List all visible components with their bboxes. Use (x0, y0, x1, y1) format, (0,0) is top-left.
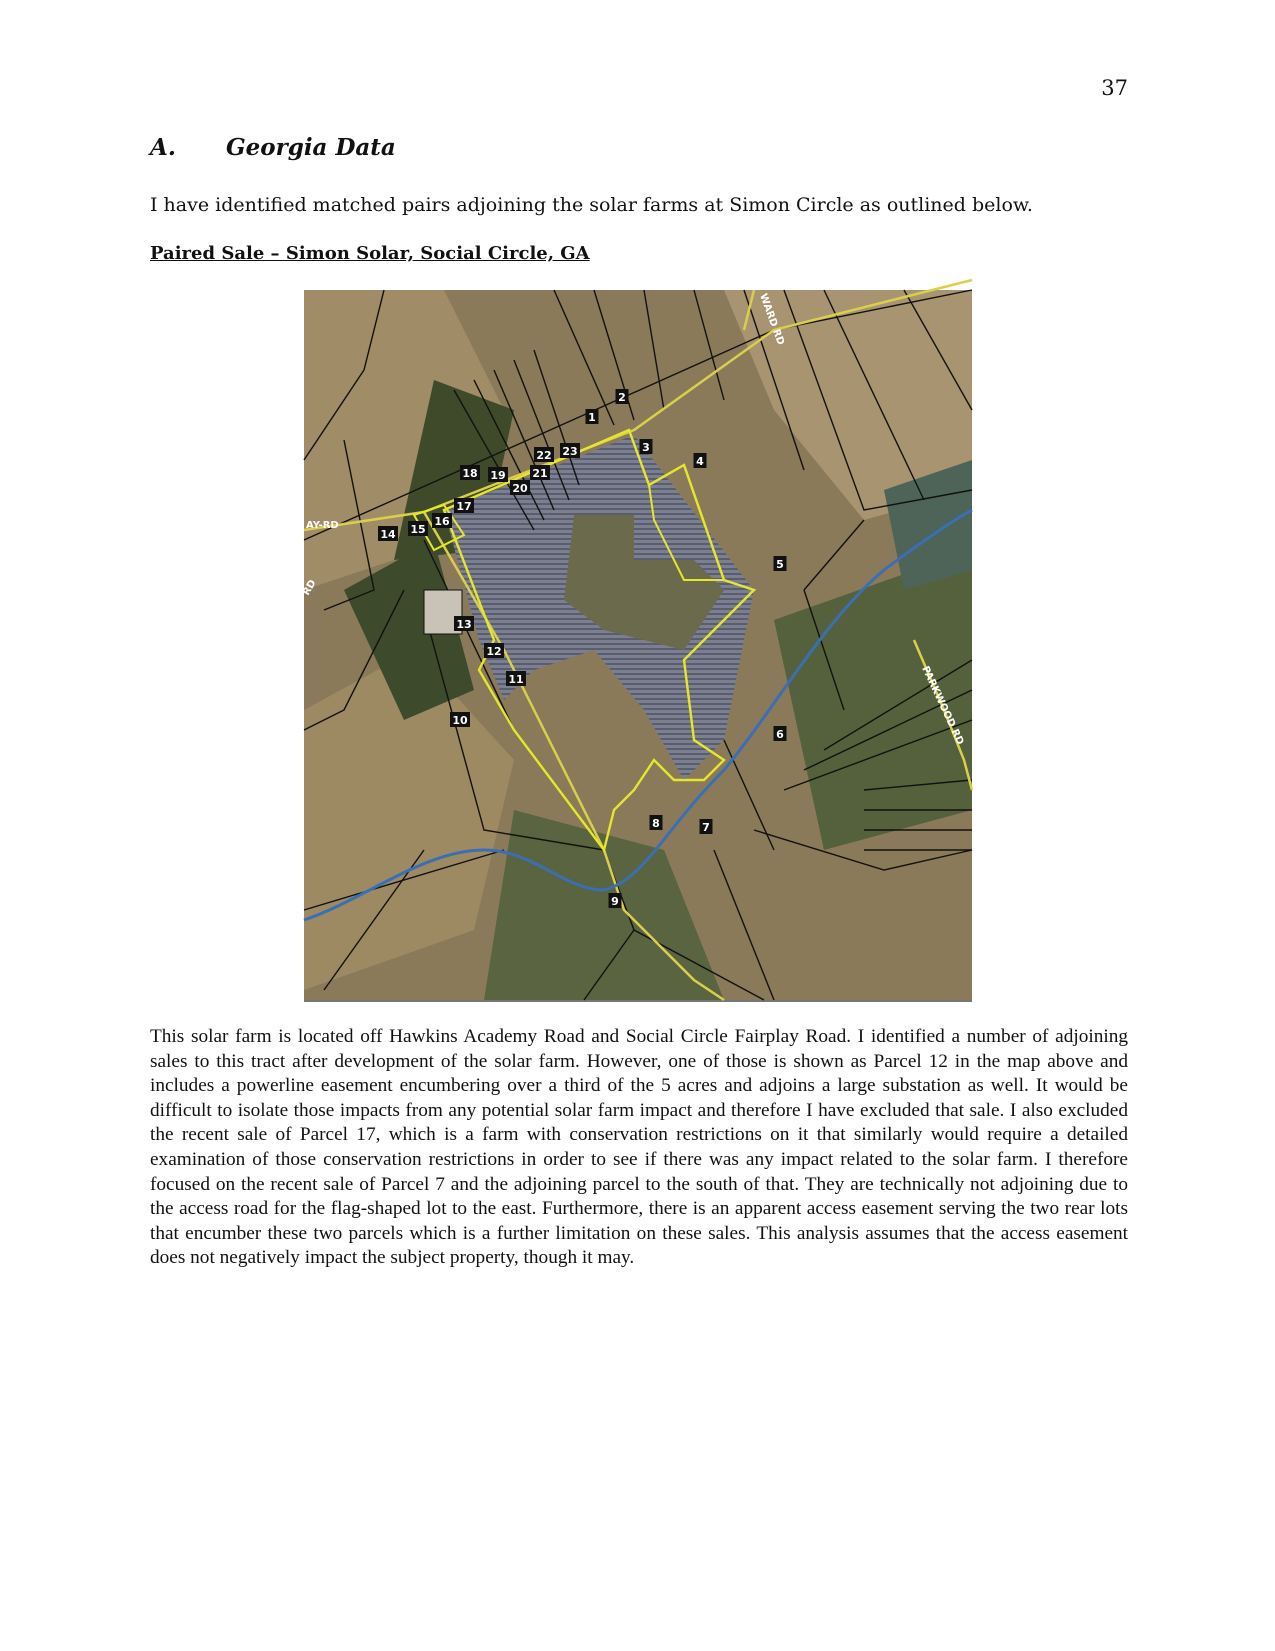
road-label-parkwood: PARKWOOD RD (919, 664, 966, 747)
parcel-label-text: 10 (452, 714, 468, 727)
road-label-rd: RD (301, 578, 319, 598)
parcel-label-text: 22 (536, 449, 552, 462)
parcel-label-text: 15 (410, 523, 426, 536)
road-label-ward: WARD RD (757, 292, 786, 347)
parcel-label-text: 8 (652, 817, 660, 830)
parcel-label-2 (616, 389, 629, 404)
parcel-label-3 (640, 439, 653, 454)
parcel-label-9 (609, 893, 622, 908)
parcel-label-15 (408, 521, 428, 536)
parcel-label-text: 1 (588, 411, 596, 424)
parcel-label-text: 19 (490, 469, 506, 482)
section-heading (150, 134, 396, 161)
parcel-label-text: 6 (776, 728, 784, 741)
parcel-label-23 (560, 443, 580, 458)
parcel-label-text: 2 (618, 391, 626, 404)
parcel-label-14 (378, 526, 398, 541)
parcel-label-13 (454, 616, 474, 631)
parcel-label-text: 4 (696, 455, 704, 468)
parcel-label-20 (510, 480, 530, 495)
parcel-label-10 (450, 712, 470, 727)
parcel-label-7 (700, 819, 713, 834)
parcel-label-19 (488, 467, 508, 482)
parcel-label-text: 21 (532, 467, 548, 480)
parcel-label-6 (774, 726, 787, 741)
parcel-label-text: 13 (456, 618, 472, 631)
aerial-parcel-map (301, 290, 972, 1002)
parcel-label-18 (460, 465, 480, 480)
parcel-label-8 (650, 815, 663, 830)
parcel-label-text: 20 (512, 482, 528, 495)
parcel-label-text: 11 (508, 673, 524, 686)
parcel-label-12 (484, 643, 504, 658)
parcel-label-text: 3 (642, 441, 650, 454)
parcel-label-text: 5 (776, 558, 784, 571)
parcel-label-text: 14 (380, 528, 396, 541)
parcel-label-17 (454, 498, 474, 513)
parcel-label-text: 7 (702, 821, 710, 834)
parcel-label-1 (586, 409, 599, 424)
parcel-label-22 (534, 447, 554, 462)
parcel-label-text: 18 (462, 467, 478, 480)
parcel-label-5 (774, 556, 787, 571)
parcel-label-4 (694, 453, 707, 468)
parcel-label-11 (506, 671, 526, 686)
map-svg (301, 290, 972, 1000)
parcel-label-text: 16 (434, 515, 450, 528)
parcel-label-text: 23 (562, 445, 578, 458)
road-label-fairplay: AY-RD (306, 520, 339, 531)
page-number: 37 (1101, 76, 1128, 100)
parcel-label-text: 17 (456, 500, 472, 513)
section-letter: A. (150, 134, 176, 161)
parcel-label-21 (530, 465, 550, 480)
parcel-label-text: 9 (611, 895, 619, 908)
intro-paragraph: I have identified matched pairs adjoining the solar farms at Simon Circle as outlined below. (150, 194, 1033, 216)
body-paragraph: This solar farm is located off Hawkins Academy Road and Social Circle Fairplay Road. I identified a number of adjoining sales to this tract after development of the solar farm. However, one of those is shown as Parcel 12 in the map above and includes a powerline easement encumbering over a third of the 5 acres and adjoins a large substation as well. It would be difficult to isolate those impacts from any potential solar farm impact and therefore I have excluded that sale. I also excluded the recent sale of Parcel 17, which is a farm with conservation restrictions on it that similarly would require a detailed examination of those conservation restrictions in order to see if there was any impact related to the solar farm. I therefore focused on the recent sale of Parcel 7 and the adjoining parcel to the south of that. They are technically not adjoining due to the access road for the flag-shaped lot to the east. Furthermore, there is an apparent access easement serving the two rear lots that encumber these two parcels which is a further limitation on these sales. This analysis assumes that the access easement does not negatively impact the subject property, though it may. (150, 1026, 1128, 1269)
subheading: Paired Sale – Simon Solar, Social Circle, GA (150, 243, 590, 264)
section-title: Georgia Data (226, 134, 396, 161)
parcel-label-16 (432, 513, 452, 528)
parcel-label-text: 12 (486, 645, 502, 658)
